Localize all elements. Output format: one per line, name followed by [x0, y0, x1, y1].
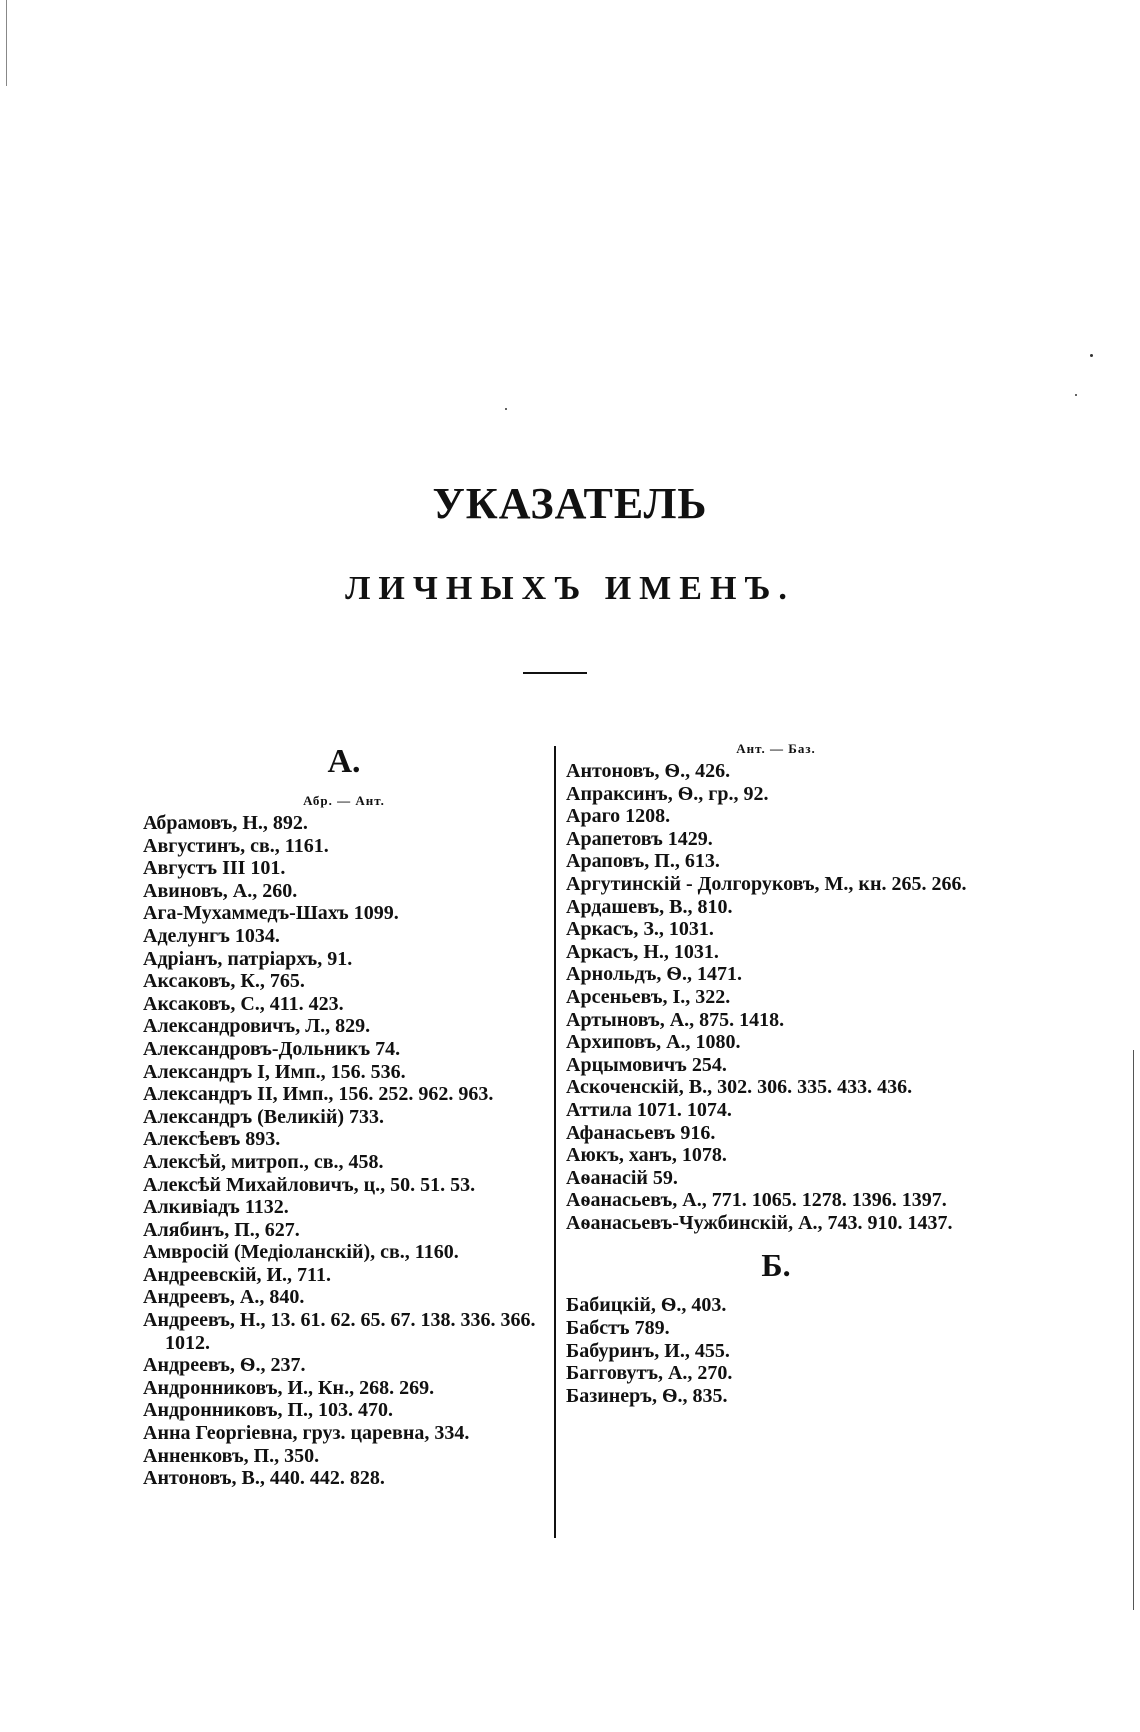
scan-edge-right	[1133, 1050, 1134, 1610]
index-entry: Архиповъ, А., 1080.	[566, 1031, 741, 1054]
index-entry: Аттила 1071. 1074.	[566, 1098, 732, 1121]
index-entry: Анна Георгіевна, груз. царевна, 334.	[143, 1422, 470, 1445]
index-entry: Анненковъ, П., 350.	[143, 1444, 320, 1467]
index-entry: Апраксинъ, Ѳ., гр., 92.	[566, 782, 769, 805]
index-entry: Афанасьевъ 916.	[566, 1121, 716, 1144]
index-entry: Артыновъ, А., 875. 1418.	[566, 1008, 785, 1031]
scan-speck	[505, 408, 507, 410]
index-entry: Александръ (Великій) 733.	[143, 1105, 384, 1128]
index-entry: Аделунгъ 1034.	[143, 924, 280, 947]
right-entry-list-b	[566, 1294, 986, 1407]
index-entry: Аѳанасьевъ, А., 771. 1065. 1278. 1396. 1397.	[566, 1189, 947, 1212]
index-entry: Аксаковъ, С., 411. 423.	[143, 992, 344, 1015]
index-entry: Августинъ, св., 1161.	[143, 834, 329, 857]
left-column	[143, 738, 545, 1490]
index-entry: Аркасъ, З., 1031.	[566, 918, 714, 941]
index-entry: Алексѣй Михайловичъ, ц., 50. 51. 53.	[143, 1173, 476, 1196]
page-title: УКАЗАТЕЛЬ	[432, 479, 708, 528]
index-entry: Аксаковъ, К., 765.	[143, 970, 305, 993]
index-entry: Аюкъ, ханъ, 1078.	[566, 1144, 727, 1167]
index-entry: Ардашевъ, В., 810.	[566, 895, 733, 918]
index-entry: Алексѣевъ 893.	[143, 1128, 281, 1151]
right-column	[566, 738, 986, 1407]
index-entry: Бабуринъ, И., 455.	[566, 1339, 730, 1362]
running-head-right: Ант. — Баз.	[736, 741, 816, 756]
index-entry: Августъ III 101.	[143, 857, 286, 880]
index-entry: Андреевскій, И., 711.	[143, 1263, 331, 1286]
index-entry: Аѳанасій 59.	[566, 1166, 678, 1189]
index-entry: Андреевъ, Ѳ., 237.	[143, 1354, 306, 1377]
index-entry: Антоновъ, В., 440. 442. 828.	[143, 1467, 385, 1490]
section-letter-b: Б.	[761, 1247, 791, 1284]
index-entry: Арцымовичъ 254.	[566, 1053, 727, 1076]
left-entry-list	[143, 812, 545, 1490]
index-entry: Амвросій (Медіоланскій), св., 1160.	[143, 1241, 459, 1264]
index-entry: Аргутинскій - Долгоруковъ, М., кн. 265. 266.	[566, 872, 967, 895]
index-entry: Андронниковъ, П., 103. 470.	[143, 1399, 394, 1422]
index-entry: Ага-Мухаммедъ-Шахъ 1099.	[143, 902, 399, 925]
index-entry: Алексѣй, митроп., св., 458.	[143, 1150, 384, 1173]
title-rule	[523, 672, 587, 674]
page-subtitle: ЛИЧНЫХЪ ИМЕНЪ.	[345, 570, 795, 607]
index-entry: Авиновъ, А., 260.	[143, 879, 298, 902]
index-entry: Алкивіадъ 1132.	[143, 1196, 289, 1219]
index-entry: Араго 1208.	[566, 805, 671, 828]
index-entry: Андреевъ, А., 840.	[143, 1286, 305, 1309]
index-entry: Араповъ, П., 613.	[566, 850, 720, 873]
index-entry: Абрамовъ, Н., 892.	[143, 812, 308, 834]
scan-edge-left	[6, 0, 7, 86]
index-entry: Александръ II, Имп., 156. 252. 962. 963.	[143, 1083, 494, 1106]
scan-speck	[1090, 354, 1093, 357]
index-entry: Александровичъ, Л., 829.	[143, 1015, 371, 1038]
index-entry: Аркасъ, Н., 1031.	[566, 940, 719, 963]
running-head-left: Абр. — Ант.	[303, 793, 385, 808]
scan-speck	[1075, 394, 1077, 396]
index-entry: Бабицкій, Ѳ., 403.	[566, 1294, 727, 1317]
index-entry: Алябинъ, П., 627.	[143, 1218, 300, 1241]
column-divider	[554, 746, 556, 1538]
index-entry: Александровъ-Дольникъ 74.	[143, 1037, 401, 1060]
index-entry: Базинеръ, Ѳ., 835.	[566, 1384, 728, 1407]
index-entry: Аѳанасьевъ-Чужбинскій, А., 743. 910. 1437.	[566, 1211, 953, 1234]
index-entry: Андреевъ, Н., 13. 61. 62. 65. 67. 138. 336. 366. 1012.	[143, 1309, 536, 1354]
index-entry: Багговутъ, А., 270.	[566, 1362, 733, 1385]
index-entry: Адріанъ, патріархъ, 91.	[143, 947, 353, 970]
index-entry: Аскоченскій, В., 302. 306. 335. 433. 436.	[566, 1076, 913, 1099]
index-entry: Арнольдъ, Ѳ., 1471.	[566, 963, 742, 986]
index-entry: Арсеньевъ, І., 322.	[566, 985, 731, 1008]
index-entry: Бабстъ 789.	[566, 1317, 670, 1340]
index-entry: Антоновъ, Ѳ., 426.	[566, 760, 731, 782]
section-letter-a: А.	[327, 743, 361, 780]
index-entry: Андронниковъ, И., Кн., 268. 269.	[143, 1376, 435, 1399]
index-entry: Арапетовъ 1429.	[566, 827, 713, 850]
right-entry-list	[566, 760, 986, 1234]
index-entry: Александръ I, Имп., 156. 536.	[143, 1060, 406, 1083]
